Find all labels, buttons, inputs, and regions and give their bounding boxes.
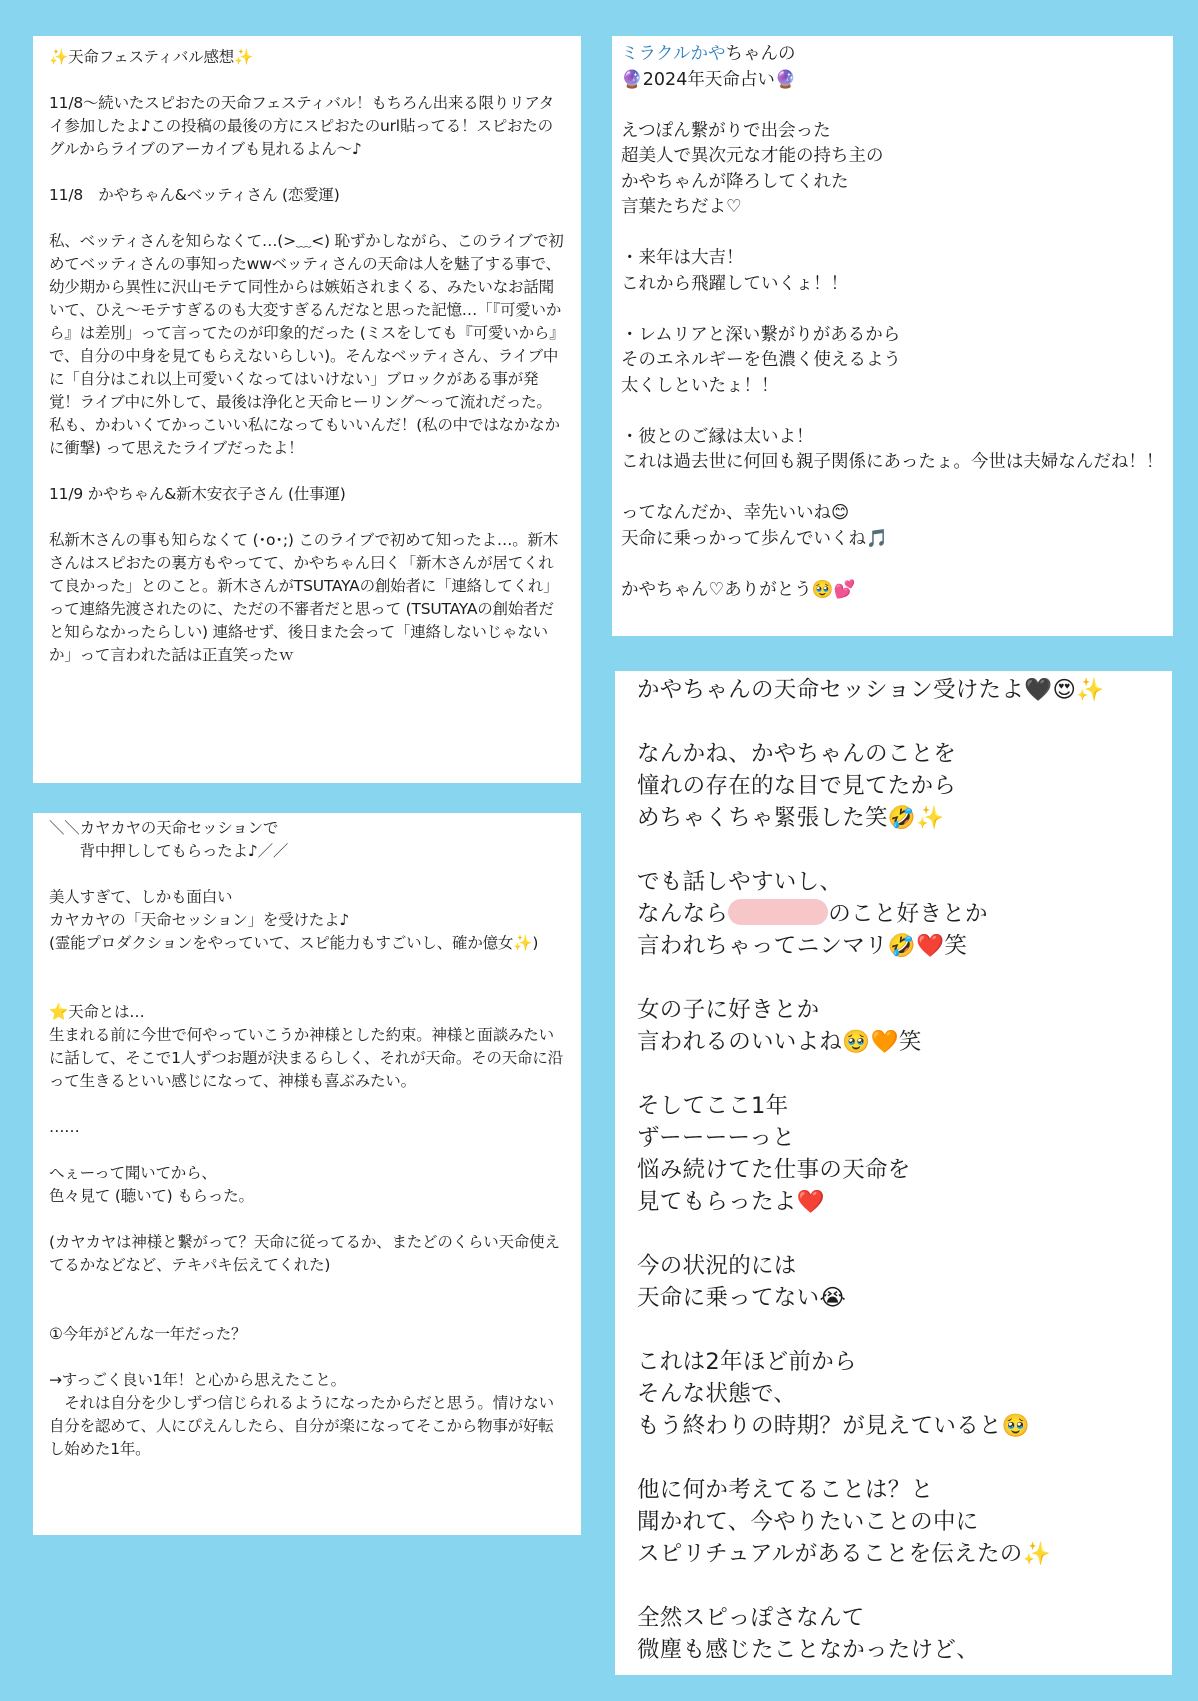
post-paragraph: かやちゃん♡ありがとう🥹💕 [621,579,856,600]
redacted-name [728,899,828,925]
post-card-session-received [615,671,1172,1675]
username-link[interactable]: ミラクルかや [621,44,726,64]
line: 言われちゃってニンマリ🤣❤️笑 [637,933,968,959]
post-section-heading: 11/8 かやちゃん&ベッティさん (恋愛運) [49,186,340,204]
post-paragraph: …… [49,1118,80,1136]
post-card-fortune-2024 [612,36,1173,636]
post-paragraph: 他に何か考えてることは？と 聞かれて、今やりたいことの中に スピリチュアルがあることを伝えたの✨ [637,1477,1051,1567]
post-paragraph: 私新木さんの事も知らなくて (･o･;) このライブで初めて知ったよ…。新木さんはスピおたの裏方もやってて、かやちゃん曰く「新木さんが居てくれて良かった」とのこと。新木さんがTSUTAYAの創始者に「連絡してくれ」って連絡先渡されたのに、ただの不審者だと思って (TSUTAYAの創始者だと知らなかったらしい) 連絡せず、後日また会って「連絡しないじゃないか」って言われた話は正直笑ったｗ [49,531,559,664]
post-paragraph: ・レムリアと深い繋がりがあるから そのエネルギーを色濃く使えるよう 太くしといたょ！！ [621,324,901,396]
post-paragraph: ・来年は大吉！ これから飛躍していくょ！！ [621,248,849,294]
post-paragraph: →すっごく良い1年！と心から思えたこと。 それは自分を少しずつ信じられるようになったからだと思う。情けない自分を認めて、人にぴえんしたら、自分が楽になってそこから物事が好転し始めた1年。 [49,1371,554,1458]
post-paragraph: へぇーって聞いてから、 色々見て (聴いて) もらった。 [49,1164,254,1205]
line-prefix: なんなら [637,901,729,927]
post-paragraph: えつぽん繋がりで出会った 超美人で異次元な才能の持ち主の かやちゃんが降ろしてくれた 言葉たちだよ♡ [621,120,884,217]
post-subtitle: 🔮2024年天命占い🔮 [621,69,797,90]
post-section-heading: 11/9 かやちゃん&新木安衣子さん (仕事運) [49,485,346,503]
post-title: ＼＼カヤカヤの天命セッションで 背中押ししてもらったよ♪／／ [49,819,289,860]
post-paragraph: これは2年ほど前から そんな状態で、 もう終わりの時期？が見えていると🥹 [637,1349,1031,1439]
post-paragraph: 今の状況的には 天命に乗ってない😭 [637,1253,846,1311]
post-paragraph: そしてここ1年 ずーーーーっと 悩み続けてた仕事の天命を 見てもらったよ❤️ [637,1093,911,1215]
post-title: かやちゃんの天命セッション受けたよ🖤😍✨ [637,677,1105,703]
post-paragraph: 女の子に好きとか 言われるのいいよね🥹🧡笑 [637,997,922,1055]
post-question: ①今年がどんな一年だった？ [49,1325,247,1343]
post-card-festival-review [33,36,581,783]
post-paragraph: (カヤカヤは神様と繋がって？天命に従ってるか、またどのくらい天命使えてるかなどなど、テキパキ伝えてくれた) [49,1233,560,1274]
line: でも話しやすいし、 [637,869,843,895]
post-paragraph: 11/8〜続いたスピおたの天命フェスティバル！もちろん出来る限りリアタイ参加したよ♪この投稿の最後の方にスピおたのurl貼ってる！スピおたのグルからライブのアーカイブも見れるよん〜♪ [49,94,554,158]
post-paragraph: なんかね、かやちゃんのことを 憧れの存在的な目で見てたから めちゃくちゃ緊張した笑🤣✨ [637,741,957,831]
post-paragraph: ってなんだか、幸先いいね😊 天命に乗っかって歩んでいくね🎵 [621,503,888,549]
post-paragraph: ⭐天命とは… 生まれる前に今世で何やっていこうか神様とした約束。神様と面談みたいに話して、そこで1人ずつお題が決まるらしく、それが天命。その天命に沿って生きるといい感じになって、神様も喜ぶみたい。 [49,1003,563,1090]
post-paragraph [637,866,1162,962]
title-suffix: ちゃんの [725,44,796,64]
post-title: ✨天命フェスティバル感想✨ [49,48,254,66]
post-paragraph: 私、ベッティさんを知らなくて…(>﹏<) 恥ずかしながら、このライブで初めてベッティさんの事知ったwwベッティさんの天命は人を魅了する事で、幼少期から異性に沢山モテて同性からは嫉妬されまくる、みたいなお話聞いて、ひえ〜モテすぎるのも大変すぎるんだなと思った記憶…「『可愛いから』は差別」って言ってたのが印象的だった (ミスをしても『可愛いから』で、自分の中身を見てもらえないらしい)。そんなベッティさん、ライブ中に「自分はこれ以上可愛いくなってはいけない」ブロックがある事が発覚！ライブ中に外して、最後は浄化と天命ヒーリング〜って流れだった。私も、かわいくてかっこいい私になってもいいんだ！(私の中ではなかなかに衝撃) って思えたライブだったよ！ [49,232,565,457]
post-paragraph: ・彼とのご縁は太いよ！ これは過去世に何回も親子関係にあったょ。今世は夫婦なんだね！！ [621,426,1164,472]
post-title [621,42,1165,68]
post-paragraph: 全然スピっぽさなんて 微塵も感じたことなかったけど、 [637,1605,980,1663]
post-paragraph: 美人すぎて、しかも面白い カヤカヤの「天命セッション」を受けたよ♪ (霊能プロダクションをやっていて、スピ能力もすごいし、確か億女✨) [49,888,539,952]
post-card-session-support [33,813,581,1535]
line-suffix: のこと好きとか [828,901,988,927]
